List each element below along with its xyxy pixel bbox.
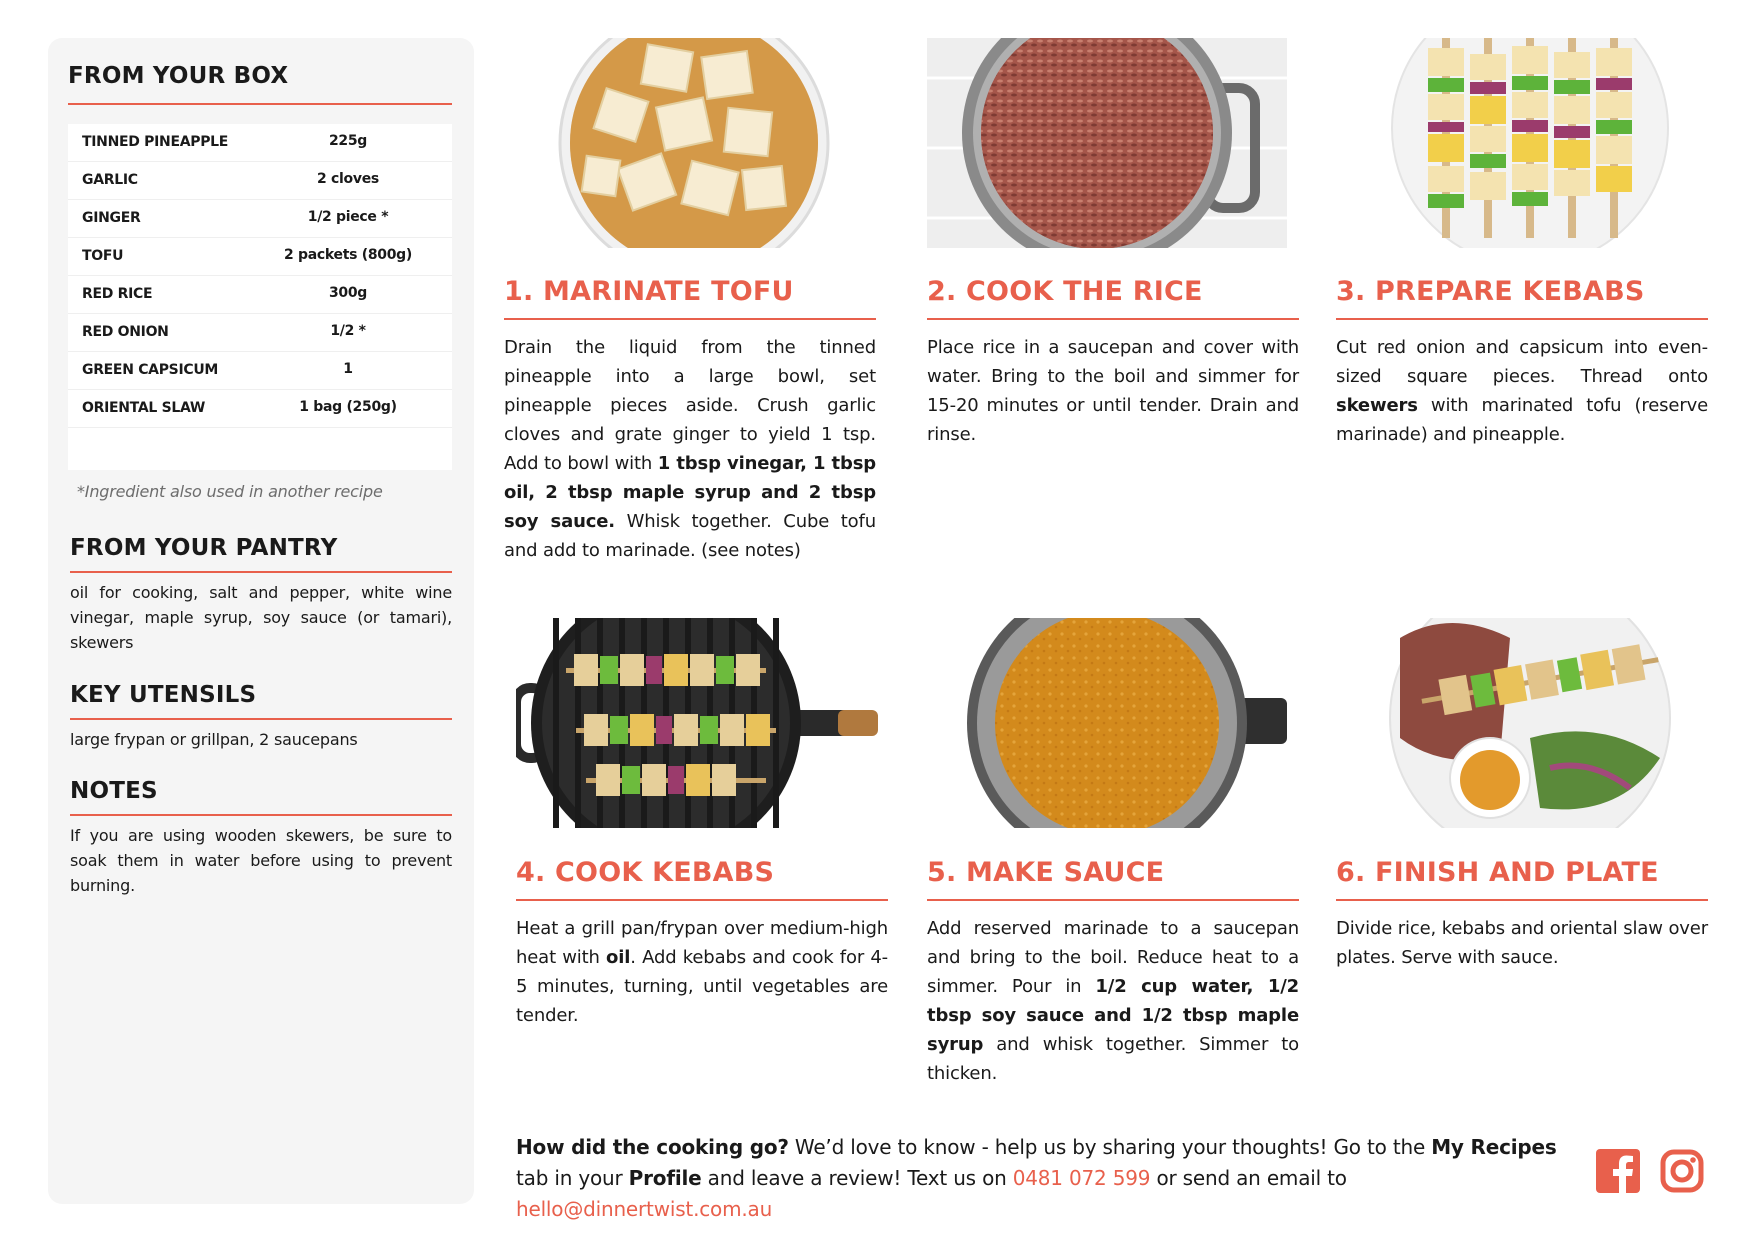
step-2-title: 2. COOK THE RICE bbox=[927, 276, 1203, 307]
step-3-title: 3. PREPARE KEBABS bbox=[1336, 276, 1645, 307]
review-prompt bbox=[516, 1132, 1576, 1225]
phone-link[interactable]: 0481 072 599 bbox=[1012, 1166, 1151, 1190]
step-1-title: 1. MARINATE TOFU bbox=[504, 276, 794, 307]
raw-kebabs-photo bbox=[1380, 38, 1690, 248]
pantry-heading: FROM YOUR PANTRY bbox=[70, 535, 338, 561]
step-4-title: 4. COOK KEBABS bbox=[516, 857, 775, 888]
step-2-divider bbox=[927, 318, 1299, 320]
ingredient-row bbox=[68, 124, 452, 162]
ingredient-row bbox=[68, 200, 452, 238]
from-your-box-heading: FROM YOUR BOX bbox=[68, 63, 289, 89]
step-5-divider bbox=[927, 899, 1299, 901]
profile-link[interactable]: Profile bbox=[628, 1166, 702, 1190]
step-1-divider bbox=[504, 318, 876, 320]
step-text-run: Divide rice, kebabs and oriental slaw over plates. Serve with sauce. bbox=[1336, 918, 1708, 968]
ingredient-qty: 1 bag (250g) bbox=[299, 399, 397, 415]
footer-text-1: We’d love to know - help us by sharing your thoughts! Go to the bbox=[788, 1135, 1432, 1159]
ingredient-qty: 225g bbox=[328, 133, 368, 149]
footer-text-3: and leave a review! Text us on bbox=[701, 1166, 1013, 1190]
ingredient-qty: 300g bbox=[328, 285, 368, 301]
sauce-saucepan-photo bbox=[927, 618, 1287, 828]
step-text-run: Whisk together. Cube tofu and add to marinade. (see notes) bbox=[504, 511, 876, 561]
step-text-run: Heat a grill pan/frypan over medium-high heat with bbox=[516, 918, 888, 968]
step-6-text bbox=[1336, 914, 1708, 972]
ingredient-name: RED RICE bbox=[82, 286, 153, 302]
red-rice-photo bbox=[927, 38, 1287, 248]
step-3-divider bbox=[1336, 318, 1708, 320]
ingredient-name: GINGER bbox=[82, 210, 141, 226]
ingredient-name: TOFU bbox=[82, 248, 124, 264]
step-text-bold: oil bbox=[606, 947, 631, 968]
step-text-bold: skewers bbox=[1336, 395, 1418, 416]
step-text-bold: 1 tbsp vinegar, 1 tbsp oil, 2 tbsp maple syrup and 2 tbsp soy sauce. bbox=[504, 453, 876, 532]
ingredient-qty: 2 packets (800g) bbox=[284, 247, 412, 263]
step-text-run: Cut red onion and capsicum into even-sized square pieces. Thread onto bbox=[1336, 337, 1708, 387]
ingredient-qty: 1/2 * bbox=[330, 323, 366, 339]
ingredient-row bbox=[68, 276, 452, 314]
utensils-text: large frypan or grillpan, 2 saucepans bbox=[70, 730, 358, 749]
ingredient-qty: 2 cloves bbox=[317, 171, 379, 187]
ingredient-name: GREEN CAPSICUM bbox=[82, 362, 219, 378]
finished-plate-photo bbox=[1380, 618, 1690, 828]
step-text-run: Add reserved marinade to a saucepan and bring to the boil. Reduce heat to a simmer. Pour in bbox=[927, 918, 1299, 997]
my-recipes-link[interactable]: My Recipes bbox=[1431, 1135, 1557, 1159]
notes-heading: NOTES bbox=[70, 778, 158, 804]
utensils-heading: KEY UTENSILS bbox=[70, 682, 257, 708]
step-text-run: and whisk together. Simmer to thicken. bbox=[927, 1034, 1299, 1084]
ingredients-table bbox=[68, 124, 452, 470]
pantry-divider bbox=[70, 571, 452, 573]
ingredient-name: TINNED PINEAPPLE bbox=[82, 134, 229, 150]
ingredient-row bbox=[68, 390, 452, 428]
facebook-icon[interactable] bbox=[1596, 1149, 1640, 1193]
step-text-run: Drain the liquid from the tinned pineapple into a large bowl, set pineapple pieces aside. Crush garlic cloves and grate ginger to yield 1 tsp. Add to bowl with bbox=[504, 337, 876, 474]
utensils-divider bbox=[70, 718, 452, 720]
ingredient-qty: 1/2 piece * bbox=[307, 209, 389, 225]
footer-text-4: or send an email to bbox=[1150, 1166, 1347, 1190]
step-4-divider bbox=[516, 899, 888, 901]
marinated-tofu-photo bbox=[504, 38, 880, 248]
grill-pan-kebabs-photo bbox=[516, 618, 878, 828]
step-5-title: 5. MAKE SAUCE bbox=[927, 857, 1165, 888]
notes-text: If you are using wooden skewers, be sure to soak them in water before using to prevent burning. bbox=[70, 826, 452, 895]
step-text-run: with marinated tofu (reserve marinade) and pineapple. bbox=[1336, 395, 1708, 445]
step-text-bold: 1/2 cup water, 1/2 tbsp soy sauce and 1/2 tbsp maple syrup bbox=[927, 976, 1300, 1055]
ingredient-row bbox=[68, 162, 452, 200]
step-5-text bbox=[927, 914, 1299, 1088]
pantry-text: oil for cooking, salt and pepper, white wine vinegar, maple syrup, soy sauce (or tamari), skewers bbox=[70, 583, 452, 652]
notes-divider bbox=[70, 814, 452, 816]
step-3-text bbox=[1336, 333, 1708, 449]
step-6-divider bbox=[1336, 899, 1708, 901]
ingredient-name: ORIENTAL SLAW bbox=[82, 400, 206, 416]
instagram-icon[interactable] bbox=[1660, 1149, 1704, 1193]
ingredient-row bbox=[68, 314, 452, 352]
step-6-title: 6. FINISH AND PLATE bbox=[1336, 857, 1659, 888]
ingredient-name: GARLIC bbox=[82, 172, 138, 188]
ingredient-footnote: *Ingredient also used in another recipe bbox=[77, 482, 383, 501]
footer-question: How did the cooking go? bbox=[516, 1135, 789, 1159]
box-divider bbox=[68, 103, 452, 105]
ingredient-name: RED ONION bbox=[82, 324, 169, 340]
ingredients-panel bbox=[48, 38, 474, 1204]
step-1-text bbox=[504, 333, 876, 565]
step-text-run: Place rice in a saucepan and cover with water. Bring to the boil and simmer for 15-20 minutes or until tender. Drain and rinse. bbox=[927, 337, 1299, 445]
footer-text-2: tab in your bbox=[516, 1166, 629, 1190]
email-link[interactable]: hello@dinnertwist.com.au bbox=[516, 1197, 773, 1221]
step-2-text bbox=[927, 333, 1299, 449]
step-text-run: . Add kebabs and cook for 4-5 minutes, turning, until vegetables are tender. bbox=[516, 947, 888, 1026]
ingredient-row bbox=[68, 352, 452, 390]
ingredient-row bbox=[68, 238, 452, 276]
step-4-text bbox=[516, 914, 888, 1030]
ingredient-qty: 1 bbox=[343, 361, 353, 377]
